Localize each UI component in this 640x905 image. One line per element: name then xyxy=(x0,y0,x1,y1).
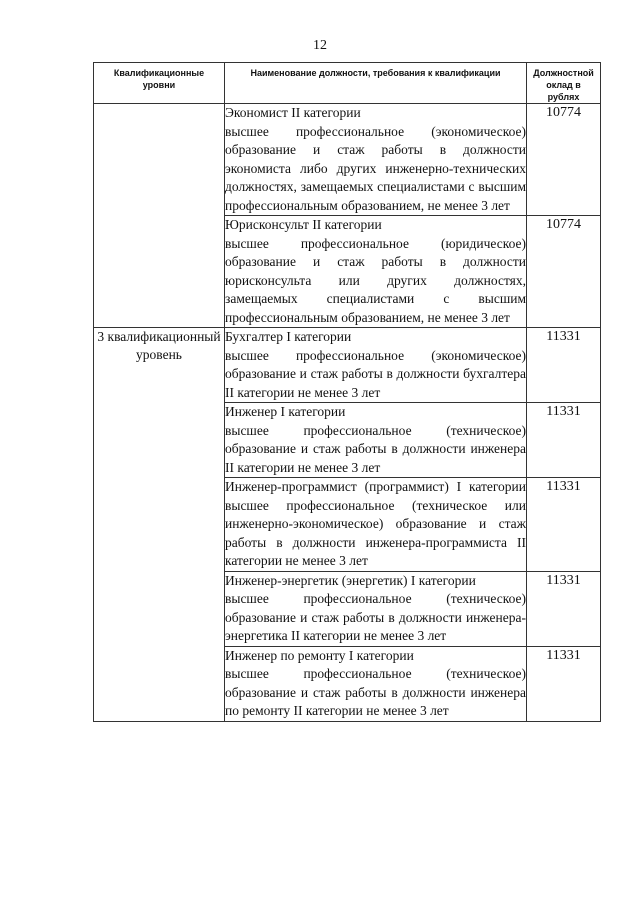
header-level: Квалификационные уровни xyxy=(94,63,225,104)
position-cell xyxy=(225,104,527,216)
level-cell xyxy=(94,104,225,328)
table-row xyxy=(94,328,601,403)
salary-cell: 11331 xyxy=(527,646,601,721)
position-title: Инженер-программист (программист) I категории xyxy=(225,479,526,494)
position-cell xyxy=(225,328,527,403)
page-number: 12 xyxy=(313,38,327,53)
table-header-row xyxy=(94,63,601,104)
position-cell xyxy=(225,478,527,572)
position-title: Инженер-энергетик (энергетик) I категории xyxy=(225,572,476,588)
position-requirements: высшее профессиональное (техническое или инженерно-экономическое) образование и стаж работы в должности инженера-программиста II категории не менее 3 лет xyxy=(225,497,526,568)
position-title: Инженер I категории xyxy=(225,404,346,419)
position-title: Юрисконсульт II категории xyxy=(225,217,382,232)
position-cell xyxy=(225,571,527,646)
header-position: Наименование должности, требования к квалификации xyxy=(225,63,527,104)
salary-cell: 11331 xyxy=(527,328,601,403)
salary-cell: 11331 xyxy=(527,571,601,646)
position-requirements: высшее профессиональное (экономическое) образование и стаж работы в должности бухгалтера II категории не менее 3 лет xyxy=(225,347,526,400)
position-cell xyxy=(225,403,527,478)
position-title: Экономист II категории xyxy=(225,105,361,120)
position-cell xyxy=(225,216,527,328)
position-requirements: высшее профессиональное (техническое) образование и стаж работы в должности инженера II категории не менее 3 лет xyxy=(225,422,526,475)
level-cell: 3 квалификационный уровень xyxy=(94,328,225,722)
position-cell xyxy=(225,646,527,721)
salary-cell: 11331 xyxy=(527,478,601,572)
position-requirements: высшее профессиональное (техническое) образование и стаж работы в должности инженера-энергетика II категории не менее 3 лет xyxy=(225,591,526,643)
salary-cell: 10774 xyxy=(527,216,601,328)
salary-cell: 11331 xyxy=(527,403,601,478)
qualification-table xyxy=(93,62,601,722)
position-title: Инженер по ремонту I категории xyxy=(225,647,414,663)
salary-cell: 10774 xyxy=(527,104,601,216)
header-salary: Должностной оклад в рублях xyxy=(527,63,601,104)
position-title: Бухгалтер I категории xyxy=(225,329,352,344)
position-requirements: высшее профессиональное (юридическое) образование и стаж работы в должности юрисконсульта или других должностях, замещаемых специалистами с высшим профессиональным образованием, не менее 3 лет xyxy=(225,235,526,325)
table-row xyxy=(94,104,601,216)
position-requirements: высшее профессиональное (экономическое) образование и стаж работы в должности экономиста либо других инженерно-технических должностях, замещаемых специалистами с высшим профессиональным образованием, не менее 3 лет xyxy=(225,123,526,213)
position-requirements: высшее профессиональное (техническое) образование и стаж работы в должности инженера по ремонту II категории не менее 3 лет xyxy=(225,666,526,718)
